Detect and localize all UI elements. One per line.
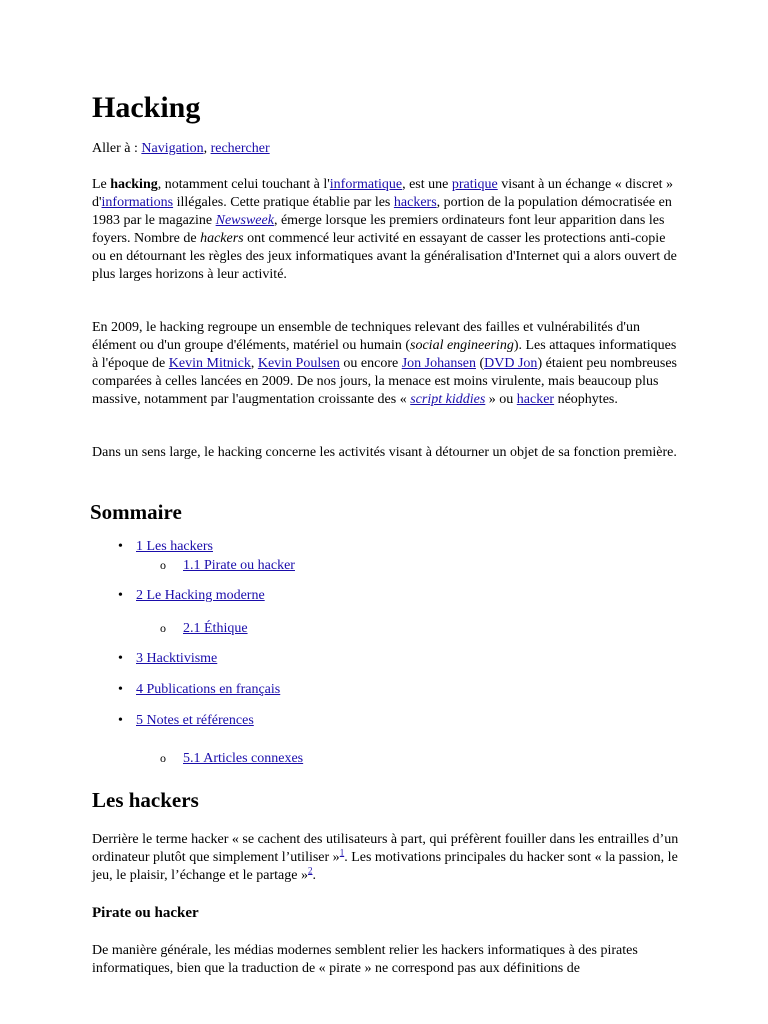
intro-bold-term: hacking (110, 177, 158, 192)
p2-text: ). Les attaques informatiques à l'époque de (92, 338, 677, 371)
search-link[interactable]: rechercher (210, 141, 270, 156)
toc-link-publications[interactable]: 4 Publications en français (136, 682, 281, 697)
kevin-poulsen-link[interactable]: Kevin Poulsen (257, 356, 340, 371)
toc-link-articles-connexes[interactable]: 5.1 Articles connexes (183, 751, 304, 766)
toc-item-les-hackers (118, 538, 213, 556)
pirate-ou-hacker-paragraph: De manière générale, les médias modernes semblent relier les hackers informatiques à des pirates informatiques, bien que la traduction de « pirate » ne correspond pas aux définitions de (92, 943, 638, 976)
p2-text: ou encore (339, 356, 402, 371)
section-title-les-hackers: Les hackers (92, 788, 199, 812)
jon-johansen-link[interactable]: Jon Johansen (401, 356, 476, 371)
toc-link-ethique[interactable]: 2.1 Éthique (183, 621, 248, 636)
p2-text: En 2009, le hacking regroupe un ensemble de techniques relevant des failles et vulnérabilités d'un élément ou d'un groupe d'éléments, matériel ou humain ( (92, 320, 640, 353)
section-text: Derrière le terme hacker « se cachent des utilisateurs à part, qui préfèrent fouiller dans les entrailles d’un ordinateur plutôt que simplement l’utiliser » (92, 832, 679, 865)
intro-text: illégales. Cette pratique établie par les (173, 195, 394, 210)
intro-paragraph (92, 176, 682, 284)
hacker-link[interactable]: hacker (516, 392, 555, 407)
p2-text: » ou (485, 392, 517, 407)
pratique-link[interactable]: pratique (451, 177, 498, 192)
toc-subitem-pirate-ou-hacker (160, 556, 295, 575)
toc-item-hacktivisme (118, 650, 217, 668)
bullet-icon: • (118, 682, 123, 697)
informations-link[interactable]: informations (101, 195, 174, 210)
intro-text: , notamment celui touchant à l' (157, 177, 330, 192)
reference-link-1[interactable]: 1 (339, 847, 345, 858)
subsection-title-pirate-ou-hacker: Pirate ou hacker (92, 905, 199, 921)
intro-text: Le (92, 177, 111, 192)
section-text: . Les motivations principales du hacker sont « la passion, le jeu, le plaisir, l’échange et le partage » (92, 850, 678, 883)
hackers-link[interactable]: hackers (393, 195, 437, 210)
navigation-link[interactable]: Navigation (141, 141, 204, 156)
toc-link-les-hackers[interactable]: 1 Les hackers (136, 539, 213, 554)
toc-item-publications (118, 681, 280, 699)
toc-link-hacking-moderne[interactable]: 2 Le Hacking moderne (136, 588, 265, 603)
third-paragraph: Dans un sens large, le hacking concerne les activités visant à détourner un objet de sa fonction première. (92, 445, 677, 460)
toc-subitem-ethique (160, 619, 248, 638)
p2-text: ( (475, 356, 485, 371)
toc-link-hacktivisme[interactable]: 3 Hacktivisme (136, 651, 218, 666)
intro-text: , portion de la population démocratisée en 1983 par le magazine (92, 195, 672, 228)
p2-text: néophytes. (554, 392, 618, 407)
script-kiddies-link[interactable]: script kiddies (410, 392, 486, 407)
kevin-mitnick-link[interactable]: Kevin Mitnick (168, 356, 251, 371)
section-text: . (312, 868, 316, 883)
intro-text: ont commencé leur activité en essayant de casser les protections anti-copie ou en détournant les règles des jeux informatiques avant la généralisation d'Internet qui a alors ouvert de plus larges horizons à leur activité. (92, 231, 677, 282)
bullet-icon: • (118, 588, 123, 603)
bullet-icon: • (118, 651, 123, 666)
bullet-icon: • (118, 713, 123, 728)
toc-item-notes-references (118, 712, 254, 730)
informatique-link[interactable]: informatique (329, 177, 403, 192)
toc-title: Sommaire (90, 500, 182, 524)
reference-link-2[interactable]: 2 (307, 865, 313, 876)
bullet-icon: • (118, 539, 123, 554)
toc-link-notes-references[interactable]: 5 Notes et références (136, 713, 254, 728)
second-paragraph (92, 319, 682, 409)
toc-item-hacking-moderne (118, 587, 265, 605)
toc-link-pirate-ou-hacker[interactable]: 1.1 Pirate ou hacker (183, 558, 295, 573)
jump-links (92, 140, 270, 158)
circle-bullet-icon: o (160, 751, 166, 765)
toc-subitem-articles-connexes (160, 749, 303, 768)
intro-text: , est une (402, 177, 452, 192)
newsweek-link[interactable]: Newsweek (215, 213, 274, 228)
p2-text: , (250, 356, 258, 371)
les-hackers-paragraph (92, 831, 682, 885)
jump-separator: , (203, 141, 211, 156)
p2-text: ) étaient peu nombreuses comparées à celles lancées en 2009. De nos jours, la menace est moins virulente, mais beaucoup plus massive, notamment par l'augmentation croissante des « (92, 356, 677, 407)
intro-text: , émerge lorsque les premiers ordinateurs font leur apparition dans les foyers. Nombre de (92, 213, 665, 246)
intro-italic-term: hackers (200, 231, 244, 246)
intro-text: visant à un échange « discret » d' (92, 177, 674, 210)
dvd-jon-link[interactable]: DVD Jon (484, 356, 538, 371)
circle-bullet-icon: o (160, 621, 166, 635)
jump-prefix: Aller à : (92, 141, 142, 156)
page-title: Hacking (92, 91, 201, 124)
circle-bullet-icon: o (160, 558, 166, 572)
p2-italic-term: social engineering (410, 338, 514, 353)
